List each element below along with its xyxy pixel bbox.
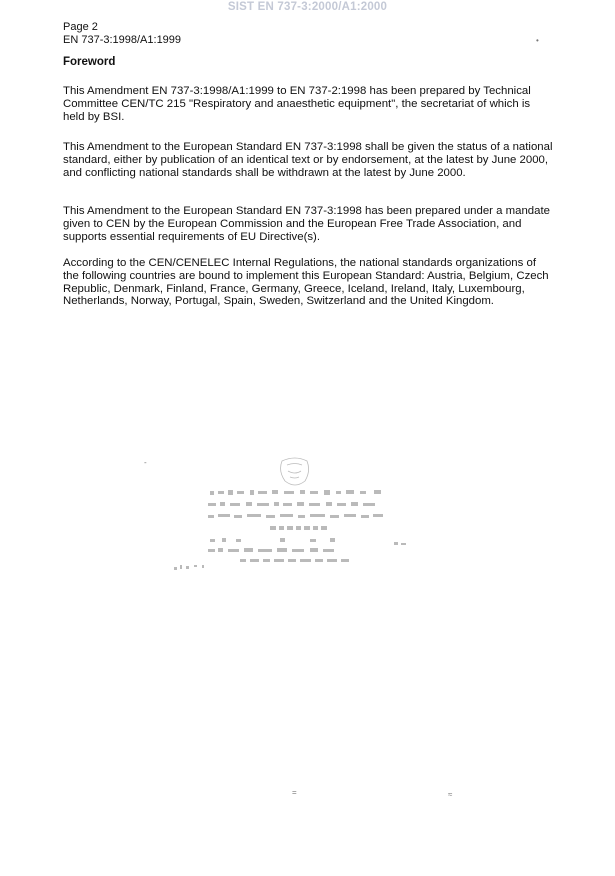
scan-speck: - [144, 458, 147, 467]
scan-speck: = [292, 788, 297, 797]
paragraph-countries: According to the CEN/CENELEC Internal Regulations, the national standards organizations of the following countries are bound to implement this European Standard: Austria, Belgium, Czech Republic, Denmark, Finland, France, Germany, Greece, Iceland, Ireland, Italy, Luxembourg, Netherlands, Norway, Portugal, Spain, Sweden, Switzerland and the United Kingdom. [63, 257, 549, 308]
watermark: SIST EN 737-3:2000/A1:2000 [227, 1, 388, 13]
scan-speck: ≈ [448, 790, 453, 799]
page-label: Page 2 [63, 21, 98, 33]
document-reference: EN 737-3:1998/A1:1999 [63, 34, 182, 46]
paragraph-preparation: This Amendment EN 737-3:1998/A1:1999 to EN 737-2:1998 has been prepared by Technical Committee CEN/TC 215 "Respiratory and anaesthetic equipment", the secretariat of which is held by BSI. [63, 85, 531, 123]
section-title: Foreword [63, 56, 116, 68]
scan-speck: • [536, 36, 539, 45]
paragraph-mandate: This Amendment to the European Standard EN 737-3:1998 has been prepared under a mandate given to CEN by the European Commission and the European Free Trade Association, and supports essential requirements of EU Directive(s). [63, 205, 550, 243]
paragraph-status: This Amendment to the European Standard EN 737-3:1998 shall be given the status of a national standard, either by publication of an identical text or by endorsement, at the latest by June 2000, and conflicting national standards shall be withdrawn at the latest by June 2000. [63, 141, 553, 179]
page-header [63, 21, 181, 47]
faded-official-stamp-icon [170, 455, 420, 575]
